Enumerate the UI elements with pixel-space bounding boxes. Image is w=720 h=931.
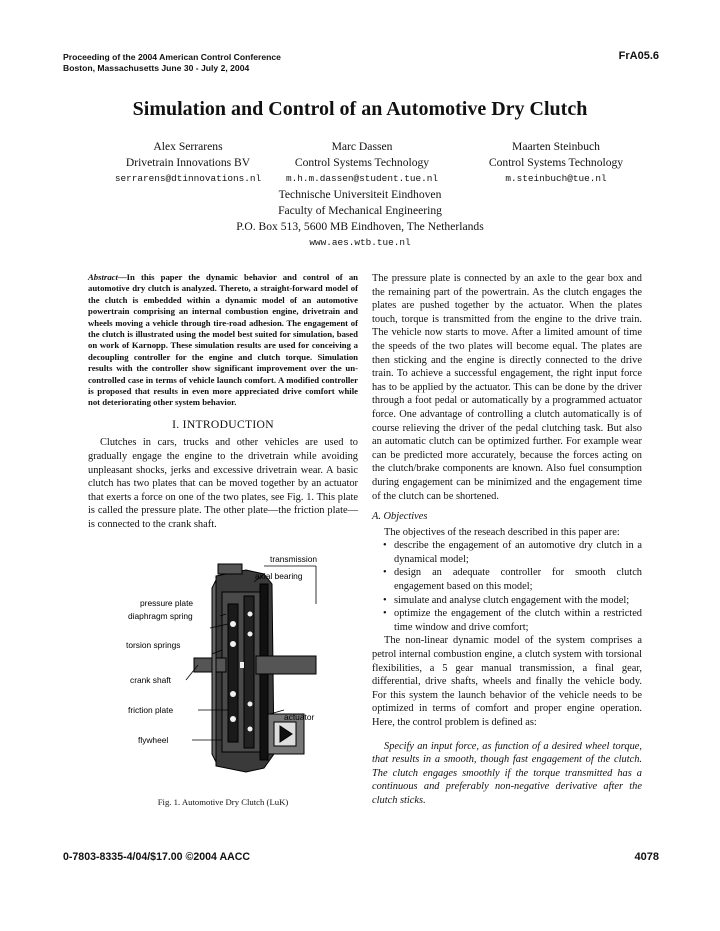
author-affiliation: Control Systems Technology [294, 156, 430, 169]
list-item: • optimize the engagement of the clutch within a restricted time window and drive comfort; [394, 607, 642, 634]
author-1 [88, 139, 288, 187]
author-name: Alex Serrarens [153, 140, 223, 153]
label-crank-shaft: crank shaft [130, 674, 171, 685]
page-number: 4078 [634, 851, 659, 863]
right-column [372, 272, 642, 808]
abstract-lead: Abstract [88, 272, 118, 282]
conference-header [63, 52, 281, 74]
list-item: • simulate and analyse clutch engagement with the model; [394, 594, 642, 608]
label-actuator: actuator [284, 711, 315, 722]
conference-line-1: Proceeding of the 2004 American Control Conference [63, 52, 281, 62]
label-transmission: transmission [270, 553, 318, 564]
author-affiliation: Drivetrain Innovations BV [125, 156, 251, 169]
abstract [88, 272, 358, 409]
list-item: • design an adequate controller for smooth clutch engagement based on this model; [394, 566, 642, 593]
institution-address: P.O. Box 513, 5600 MB Eindhoven, The Netherlands [236, 220, 484, 233]
introduction-paragraph: Clutches in cars, trucks and other vehicles are used to gradually engage the engine to the drivetrain while avoiding unpleasant shocks, jerks and excessive drivetrain wear. A basic clutch has two plates that can be moved together by an actuator that exerts a force on one of the two plates, see Fig. 1. This plate is called the pressure plate. The other plate—the friction plate—is connected to the crank shaft. [88, 437, 358, 531]
paper-code: FrA05.6 [618, 50, 659, 62]
list-item: • describe the engagement of an automotive dry clutch in a dynamical model; [394, 539, 642, 566]
label-flywheel: flywheel [138, 734, 169, 745]
author-name: Maarten Steinbuch [512, 140, 600, 153]
subsection-heading-objectives: A. Objectives [372, 511, 428, 523]
clutch-diagram [88, 544, 358, 794]
body-paragraph: The non-linear dynamic model of the system comprises a petrol internal combustion engine, a clutch system with torsional flexibilities, a 5 gear manual transmission, a final gear, differential, drive shafts, wheels and finally the vehicle body. For this system the launch behavior of the vehicle needs to be optimized in terms of comfort and proper engine operation. Here, the control problem is defined as: [372, 635, 642, 728]
author-affiliation: Control Systems Technology [488, 156, 624, 169]
conference-line-2: Boston, Massachusetts June 30 - July 2, 2004 [63, 63, 250, 73]
institution-faculty: Faculty of Mechanical Engineering [278, 204, 442, 217]
label-axial-bearing: axial bearing [255, 570, 303, 581]
label-diaphragm-spring: diaphragm spring [128, 610, 193, 621]
section-heading-introduction: I. INTRODUCTION [172, 417, 274, 431]
left-column [88, 272, 358, 807]
label-friction-plate: friction plate [128, 704, 174, 715]
institution-url: www.aes.wtb.tue.nl [309, 237, 411, 248]
author-email: m.steinbuch@tue.nl [505, 173, 607, 184]
author-email: serrarens@dtinnovations.nl [114, 173, 262, 184]
author-3 [456, 139, 656, 187]
problem-definition: Specify an input force, as function of a desired wheel torque, that results in a smooth, though fast engagement of the clutch. The clutch engages smoothly if the torque transmitted has a continuous and preferably non-negative derivative after the clutch sticks. [372, 740, 642, 806]
author-2 [262, 139, 462, 187]
paper-title: Simulation and Control of an Automotive Dry Clutch [132, 98, 588, 120]
figure-caption: Fig. 1. Automotive Dry Clutch (LuK) [157, 796, 289, 807]
institution-block [0, 187, 720, 251]
label-torsion-springs: torsion springs [126, 639, 181, 650]
clutch-housing [194, 564, 316, 772]
author-email: m.h.m.dassen@student.tue.nl [286, 173, 438, 184]
body-paragraph: The pressure plate is connected by an axle to the gear box and the remaining part of the powertrain. As the clutch engages the plates are pushed together by the actuator. When the plates touch, torque is transmitted from the engine to the drive train. The vehicle now starts to move. After a limited amount of time the speeds of the two plates will become equal. The plates are then sticking and the engine is directly connected to the drive train. To achieve a successful engagement, the right input force has to be applied by the actuator. This can be done by the driver through a foot pedal or automatically by a programmed actuator force. One advantage of controlling a clutch automatically is of course relieving the driver of the pedal clutching task. But also an automatic clutch can be optimized further. For example wear can be predicted more accurately, because the forces acting on the clutch/brake components are known. Also fuel consumption during engagement can be minimized and the engagement time of the clutch can be shortened. [372, 273, 642, 502]
abstract-text: —In this paper the dynamic behavior and control of an automotive dry clutch is analyzed. Thereto, a straight-forward model of the clutch is embedded within a dynamic model of an automotive powertrain comprising an internal combustion engine, drivetrain and wheels moving a vehicle through tire-road adhesion. The engagement of the clutch is illustrated using the model best suited for simulation, based on work of Karnopp. These simulation results are used for conceiving a decoupling controller for the engine and clutch torque. Simulation results with the controller show significant improvement over the un-controlled case in terms of vehicle launch comfort. A modified controller is proposed that results in even more appreciated drive comfort while not deteriorating other system behavior. [88, 272, 358, 408]
objectives-intro: The objectives of the reseach described in this paper are: [384, 526, 620, 538]
author-name: Marc Dassen [331, 140, 393, 153]
institution-name: Technische Universiteit Eindhoven [278, 188, 442, 201]
label-pressure-plate: pressure plate [140, 597, 194, 608]
copyright-footer: 0-7803-8335-4/04/$17.00 ©2004 AACC [63, 851, 251, 863]
objectives-list [372, 539, 642, 634]
clutch-figure [88, 544, 358, 807]
